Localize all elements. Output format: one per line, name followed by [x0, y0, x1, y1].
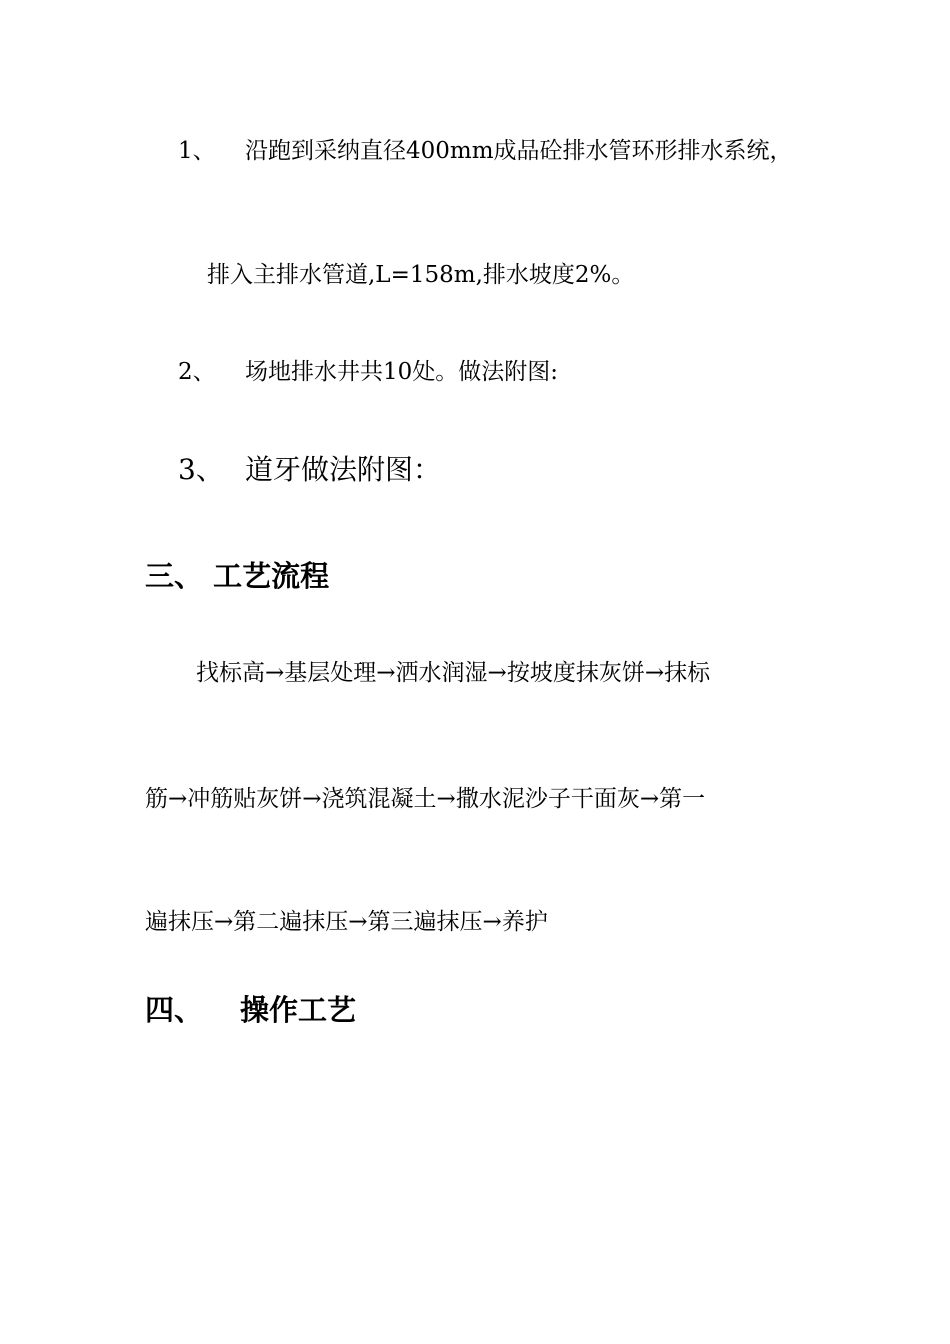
item-1-continuation: 排入主排水管道,L=158m,排水坡度2%。	[207, 262, 635, 288]
item-2-text: 场地排水井共10处。做法附图:	[245, 359, 559, 385]
process-line-1: 找标高→基层处理→洒水润湿→按坡度抹灰饼→抹标	[196, 660, 711, 686]
item-2-number: 2、	[178, 359, 216, 385]
item-3-number: 3、	[178, 453, 224, 486]
process-line-3: 遍抹压→第二遍抹压→第三遍抹压→养护	[145, 909, 548, 935]
section-3-heading: 三、 工艺流程	[145, 559, 330, 593]
item-1-number: 1、	[178, 138, 216, 164]
section-4-title: 操作工艺	[240, 993, 357, 1027]
process-line-2: 筋→冲筋贴灰饼→浇筑混凝土→撒水泥沙子干面灰→第一	[145, 786, 706, 812]
item-3-text: 道牙做法附图：	[245, 453, 442, 486]
section-4-number: 四、	[145, 993, 204, 1027]
item-1-text: 沿跑到采纳直径400mm成品砼排水管环形排水系统，	[245, 138, 793, 164]
